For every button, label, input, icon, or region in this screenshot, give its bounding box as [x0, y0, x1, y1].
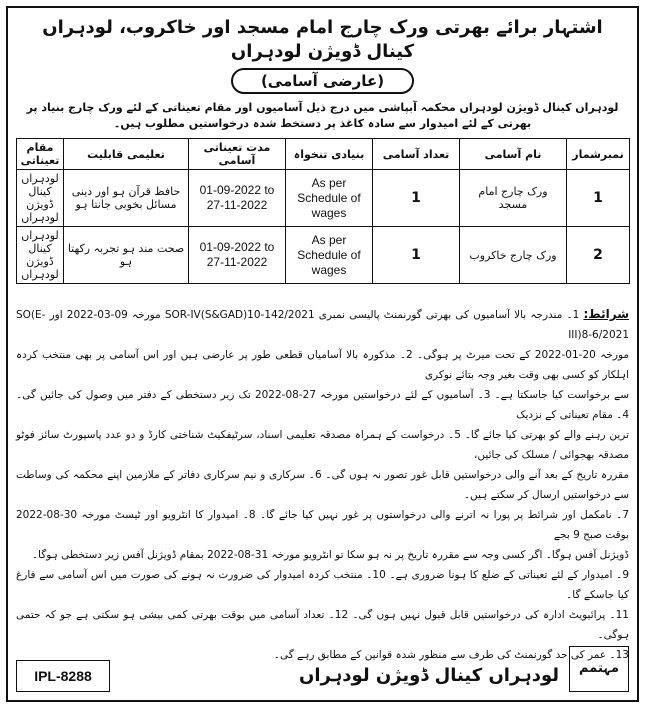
condition-line: ترین رہنے والے کو بھرتی کیا جائے گا۔ 5۔ درخواست کے ہمراہ مصدقہ تعلیمی اسناد، سرٹیفکیٹ شناختی کارڈ و دو عدد پاسپورٹ سائز فوٹو مصدقہ بھجوائی / مسلک کی جائیں، [16, 429, 630, 461]
row-pay: As per Schedule of wages [286, 227, 373, 284]
row-period: 01-09-2022 to 27-11-2022 [189, 227, 286, 284]
column-header-post: نام آسامی [460, 139, 567, 170]
condition-line: 7۔ نامکمل اور شرائط پر پورا نہ اترنے والی درخواستوں پر غور نہیں کیا جائے گا۔ 8۔ امیدوار کا انٹرویو اور ٹیسٹ مورخہ 30-08-2022 بوقت صبح 9 بجے [16, 509, 629, 541]
row-qualification: صحت مند ہو تجربہ رکھتا ہو [64, 227, 189, 284]
row-place: لودہراں کینال ڈویژن لودہراں [17, 170, 64, 227]
condition-line: 11۔ پرائیویٹ ادارہ کی درخواستیں قابل قبول نہیں ہوں گی۔ 12۔ تعداد آسامی میں بوقت بھرتی کمی بیشی ہو سکتی ہے جو کہ حتمی ہوگی۔ [16, 609, 629, 641]
condition-line [16, 304, 629, 345]
column-header-pay: بنیادی تنخواہ [286, 139, 373, 170]
table-header-row [17, 139, 630, 170]
row-period: 01-09-2022 to 27-11-2022 [189, 170, 286, 227]
issuing-office: لودہراں کینال ڈویژن لودہراں [299, 665, 559, 686]
condition-text: 1۔ مندرجہ بالا آسامیوں کی بھرتی گورنمنٹ پالیسی نمبری SOR-IV(S&GAD)10-142/2021 مورخہ 09-03-2022 اور SO(E-III)8-6/2021 [16, 309, 629, 341]
condition-line: ڈویژنل آفس ہوگا۔ اگر کسی وجہ سے مقررہ تاریخ پر نہ ہو سکا تو انٹرویو مورخہ 31-08-2022 بمقام ڈویژنل آفس زیر دستخطی ہوگا۔ [31, 549, 629, 561]
row-pay: As per Schedule of wages [286, 170, 373, 227]
row-sr: 2 [567, 227, 630, 284]
column-header-period: مدت تعیناتی آسامی [189, 139, 286, 170]
row-qualification: حافظ قرآن ہو اور دینی مسائل بخوبی جانتا ہو [64, 170, 189, 227]
column-header-place: مقام تعیناتی [17, 139, 64, 170]
ipl-number: IPL-8288 [16, 660, 110, 692]
row-place: لودہراں کینال ڈویژن لودہراں [17, 227, 64, 284]
advertisement-page [6, 6, 639, 702]
row-post: ورک چارج امام مسجد [460, 170, 567, 227]
condition-line: مقررہ تاریخ کے بعد آنے والی درخواستیں قابل غور تصور نہ ہوں گی۔ 6۔ سرکاری و نیم سرکاری دفاتر کے ملازمین اپنے محکمہ کی وساطت سے درخواستیں ارسال کر سکتے ہیں۔ [16, 469, 629, 501]
table-row [17, 227, 630, 284]
condition-line: 9۔ امیدوار کے لئے تعیناتی کے ضلع کا ہونا ضروری ہے۔ 10۔ منتخب کردہ امیدوار کی ضرورت نہ ہونے کی صورت میں اس آسامی سے فارغ کیا جاسکے گا۔ [16, 569, 629, 601]
column-header-sr: نمبرشمار [567, 139, 630, 170]
conditions-section [16, 304, 629, 665]
temporary-post-badge: (عارضی آسامی) [231, 68, 414, 94]
row-post: ورک چارج خاکروب [460, 227, 567, 284]
condition-line: 13۔ عمر کی حد گورنمنٹ کی طرف سے منظور شدہ قوانین کے مطابق رہے گی۔ [273, 649, 629, 661]
conditions-heading: شرائط: [583, 307, 630, 321]
footer [16, 646, 629, 692]
condition-line: سے برخواست کیا جاسکتا ہے۔ 3۔ آسامیوں کے لئے درخواستیں مورخہ 27-08-2022 تک زیر دستخطی کے دفتر میں وصول کی جائیں گی۔ 4۔ مقام تعیناتی کے نزدیک [16, 389, 629, 421]
row-sr: 1 [567, 170, 630, 227]
row-count: 1 [373, 227, 460, 284]
posts-table [16, 138, 630, 284]
table-row [17, 170, 630, 227]
intro-paragraph: لودہراں کینال ڈویژن لودہراں محکمہ آبپاشی میں درج ذیل آسامیوں اور مقام تعیناتی کے لئے ورک چارج بنیاد پر بھرتی کے لئے امیدوار سے سادہ کاغذ پر دستخط شدہ درخواستیں مطلوب ہیں۔ [26, 101, 619, 130]
condition-line: مورخہ 20-01-2022 کے تحت میرٹ پر ہوگی۔ 2۔ مذکورہ بالا آسامیاں قطعی طور پر عارضی ہیں اور اس آسامی پر بھی منتخب کردہ اہلکار کو کسی بھی وقت بغیر وجہ بتائے نوکری [16, 349, 629, 381]
signer-title: مہتمم [569, 646, 629, 692]
subtitle-wrap [8, 68, 637, 94]
row-count: 1 [373, 170, 460, 227]
column-header-qualification: تعلیمی قابلیت [64, 139, 189, 170]
column-header-count: تعداد آسامی [373, 139, 460, 170]
advertisement-title: اشتہار برائے بھرتی ورک چارج امام مسجد اور خاکروب، لودہراں کینال ڈویژن لودہراں [42, 17, 603, 62]
